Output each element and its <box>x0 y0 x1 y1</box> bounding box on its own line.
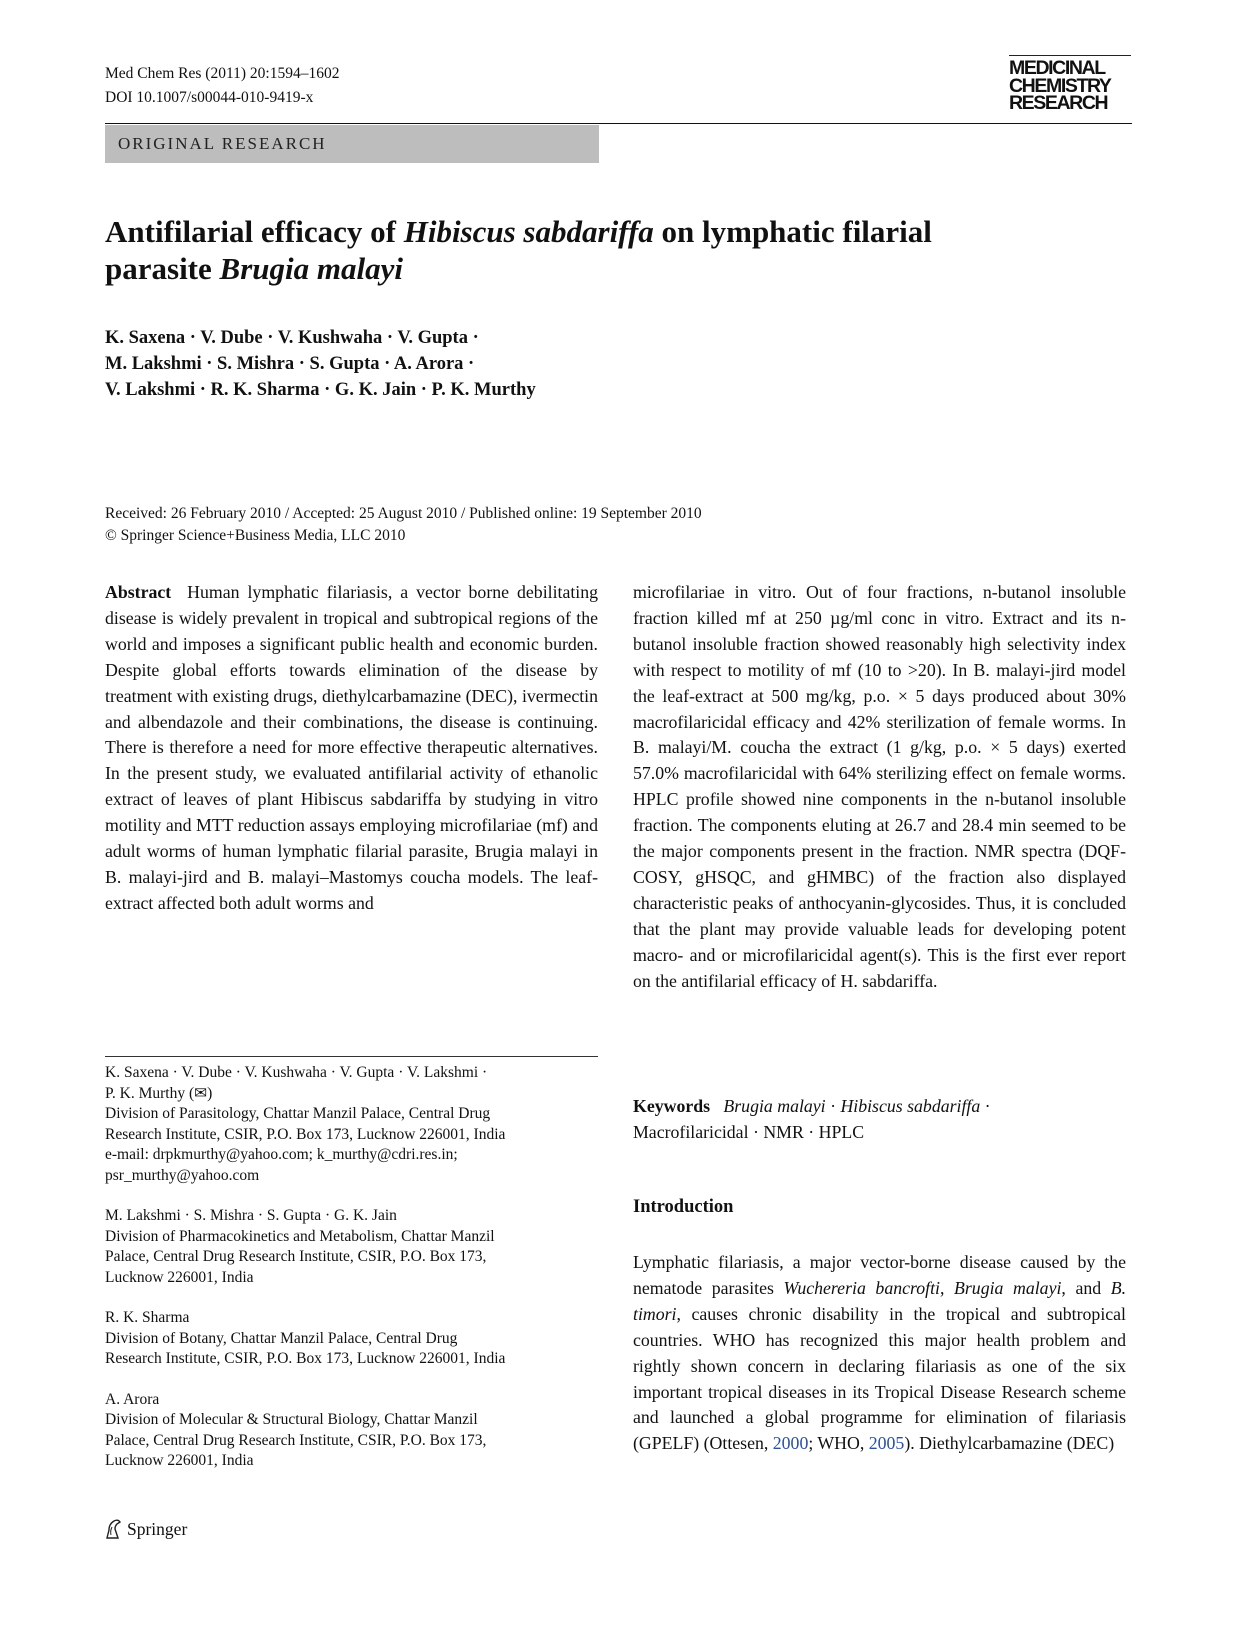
email-addresses[interactable]: e-mail: drpkmurthy@yahoo.com; k_murthy@cdri.res.in; <box>105 1146 458 1163</box>
springer-horse-icon <box>103 1518 123 1540</box>
keywords-label: Keywords <box>633 1096 711 1116</box>
header-rule <box>105 123 1132 124</box>
journal-logo-line: CHEMISTRY <box>1009 74 1111 97</box>
affiliation-rule <box>105 1056 598 1057</box>
keyword: NMR <box>763 1121 804 1142</box>
section-heading-introduction: Introduction <box>633 1197 734 1217</box>
abstract-label: Abstract <box>105 582 172 602</box>
doi-line: DOI 10.1007/s00044-010-9419-x <box>105 89 314 106</box>
copyright-line: © Springer Science+Business Media, LLC 2010 <box>105 527 406 544</box>
abstract-left-column <box>105 580 598 917</box>
author-line: V. Lakshmi · R. K. Sharma · G. K. Jain · P. K. Murthy <box>105 380 536 400</box>
affiliation-block: K. Saxena · V. Dube · V. Kushwaha · V. Gupta · V. Lakshmi · P. K. Murthy (✉) Division of Parasitology, Chattar Manzil Palace, Central Drug Research Institute, CSIR, P.O. Box 173, Lucknow 226001, India e-mail: drpkmurthy@yahoo.com; k_murthy@cdri.res.in; psr_murthy@yahoo.com <box>105 1063 598 1186</box>
keyword: Hibiscus sabdariffa <box>840 1096 981 1116</box>
publication-dates <box>105 503 702 547</box>
affiliation-block: R. K. Sharma Division of Botany, Chattar Manzil Palace, Central Drug Research Institute, CSIR, P.O. Box 173, Lucknow 226001, India <box>105 1309 506 1367</box>
email-addresses[interactable]: psr_murthy@yahoo.com <box>105 1166 260 1184</box>
author-list <box>105 325 536 403</box>
keyword: HPLC <box>818 1121 865 1142</box>
journal-logo <box>1009 55 1131 113</box>
affiliation-block: M. Lakshmi · S. Mishra · S. Gupta · G. K. Jain Division of Pharmacokinetics and Metabolism, Chattar Manzil Palace, Central Drug Research Institute, CSIR, P.O. Box 173, Lucknow 226001, India <box>105 1207 495 1286</box>
abstract-right-column <box>633 580 1126 995</box>
citation-line: Med Chem Res (2011) 20:1594–1602 <box>105 65 340 82</box>
keyword: Macrofilaricidal <box>633 1121 749 1142</box>
author-line: M. Lakshmi · S. Mishra · S. Gupta · A. Arora · <box>105 354 475 374</box>
keyword: Brugia malayi <box>723 1096 826 1116</box>
article-title: Antifilarial efficacy of Hibiscus sabdariffa on lymphatic filarial parasite Brugia malayi <box>105 214 932 286</box>
journal-logo-line: RESEARCH <box>1009 92 1108 114</box>
abstract-text: Human lymphatic filariasis, a vector borne debilitating disease is widely prevalent in tropical and subtropical regions of the world and imposes a significant public health and economic burden. Despite global efforts towards elimination of the disease by treatment with existing drugs, diethylcarbamazine (DEC), ivermectin and albendazole and their combinations, the disease is continuing. There is therefore a need for more effective therapeutic alternatives. In the present study, we evaluated antifilarial activity of ethanolic extract of leaves of plant Hibiscus sabdariffa by studying in vitro motility and MTT reduction assays employing microfilariae (mf) and adult worms of human lymphatic filarial parasite, Brugia malayi in B. malayi-jird and B. malayi–Mastomys coucha models. The leaf-extract affected both adult worms and <box>105 582 599 913</box>
article-type-bar <box>105 125 599 163</box>
article-type-label: ORIGINAL RESEARCH <box>118 134 327 153</box>
affiliations <box>105 1063 598 1492</box>
publisher-name: Springer <box>127 1518 188 1539</box>
history-line: Received: 26 February 2010 / Accepted: 25 August 2010 / Published online: 19 September 2010 <box>105 505 702 522</box>
reference-link[interactable]: 2000 <box>772 1433 809 1454</box>
journal-logo-line: MEDICINAL <box>1009 57 1105 79</box>
affiliation-block: A. Arora Division of Molecular & Structural Biology, Chattar Manzil Palace, Central Drug Research Institute, CSIR, P.O. Box 173, Lucknow 226001, India <box>105 1390 487 1469</box>
abstract-text-continued: microfilariae in vitro. Out of four fractions, n-butanol insoluble fraction killed mf at 250 µg/ml conc in vitro. Extract and its n-butanol insoluble fraction showed reasonably high selectivity index with respect to motility of mf (10 to >20). In B. malayi-jird model the leaf-extract at 500 mg/kg, p.o. × 5 days produced about 30% macrofilaricidal efficacy and 42% sterilization of female worms. In B. malayi/M. coucha the extract (1 g/kg, p.o. × 5 days) exerted 57.0% macrofilaricidal with 64% sterilizing effect on female worms. HPLC profile showed nine components in the n-butanol insoluble fraction. The components eluting at 26.7 and 28.4 min seemed to be the major components present in the fraction. NMR spectra (DQF-COSY, gHSQC, and gHMBC) of the fraction also displayed characteristic peaks of anthocyanin-glycosides. Thus, it is concluded that the plant may provide valuable leads for developing potent macro- and or microfilaricidal agent(s). This is the first ever report on the antifilarial efficacy of H. sabdariffa. <box>633 582 1126 991</box>
keywords: Keywords Brugia malayi · Hibiscus sabdariffa · Macrofilaricidal · NMR · HPLC <box>633 1096 991 1142</box>
page-footer <box>103 1518 187 1540</box>
introduction-text: Lymphatic filariasis, a major vector-borne disease caused by the nematode parasites Wuchereria bancrofti, Brugia malayi, and B. timori, causes chronic disability in the tropical and subtropical countries. WHO has recognized this major health problem and rightly shown concern in declaring filariasis as one of the six important tropical diseases in its Tropical Disease Research scheme and launched a global programme for elimination of filariasis (GPELF) (Ottesen, 2000; WHO, 2005). Diethylcarbamazine (DEC) <box>633 1252 1127 1454</box>
reference-link[interactable]: 2005 <box>868 1433 905 1454</box>
author-line: K. Saxena · V. Dube · V. Kushwaha · V. Gupta · <box>105 328 479 348</box>
